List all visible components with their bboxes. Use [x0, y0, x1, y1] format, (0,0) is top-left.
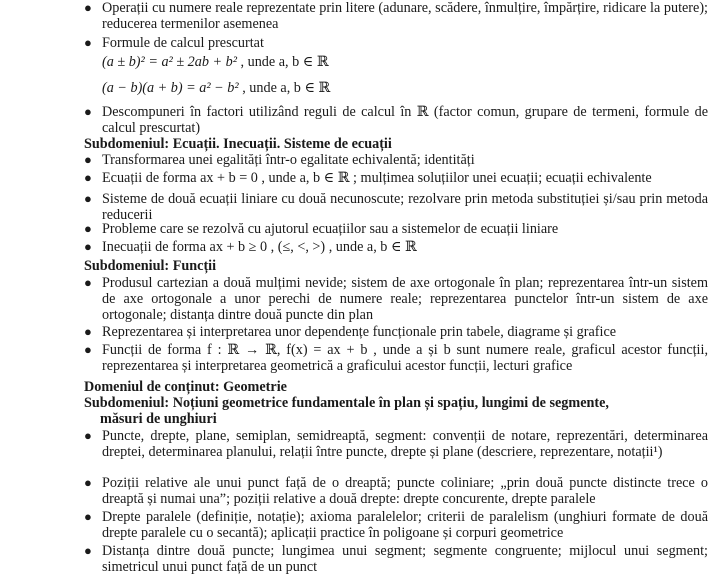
bullet-icon: ●	[84, 342, 92, 357]
bullet-icon: ●	[84, 324, 92, 339]
list-item	[84, 221, 708, 237]
list-item	[84, 191, 708, 223]
list-item-text: Produsul cartezian a două mulțimi nevide; sistem de axe ortogonale în plan; reprezentarea într-un sistem de axe ortogonale a unor perechi de numere reale; reprezentarea punctelor într-un sistem de axe ortogonale; distanța dintre două puncte din plan	[102, 275, 708, 323]
list-item	[84, 239, 708, 255]
list-item-text: Puncte, drepte, plane, semiplan, semidreaptă, segment: convenții de notare, reprezentări, determinarea dreptei, determinarea planului, relații între puncte, drepte și plane (descriere, reprezentare, notații¹)	[102, 428, 708, 460]
list-item	[84, 170, 708, 186]
list-item-text: Formule de calcul prescurtat	[102, 35, 264, 51]
list-item	[84, 0, 708, 32]
list-item-text: Distanța dintre două puncte; lungimea unui segment; segmente congruente; mijlocul unui segment; simetricul unui punct față de un punct	[102, 543, 708, 575]
section-heading: Subdomeniul: Noțiuni geometrice fundamentale în plan și spațiu, lungimi de segmente,	[84, 395, 609, 411]
bullet-icon: ●	[84, 221, 92, 236]
list-item-text: Sisteme de două ecuații liniare cu două necunoscute; rezolvare prin metoda substituției și/sau prin metoda reducerii	[102, 191, 708, 223]
bullet-icon: ●	[84, 275, 92, 290]
bullet-icon: ●	[84, 543, 92, 558]
list-item-text: Descompuneri în factori utilizând reguli de calcul în ℝ (factor comun, grupare de termeni, formule de calcul prescurtat)	[102, 104, 708, 136]
formula	[102, 54, 329, 70]
list-item	[84, 509, 708, 541]
bullet-icon: ●	[84, 239, 92, 254]
bullet-icon: ●	[84, 475, 92, 490]
bullet-icon: ●	[84, 191, 92, 206]
list-item	[84, 324, 708, 340]
formula-condition: , unde a, b ∈ ℝ	[242, 80, 331, 96]
bullet-icon: ●	[84, 104, 92, 119]
list-item-text: Inecuații de forma ax + b ≥ 0 , (≤, <, >) , unde a, b ∈ ℝ	[102, 239, 417, 255]
formula-expression: (a − b)(a + b) = a² − b²	[102, 80, 239, 96]
list-item-text: Operații cu numere reale reprezentate prin litere (adunare, scădere, înmulțire, împărțire, ridicare la putere); reducerea termenilor asemenea	[102, 0, 708, 32]
list-item	[84, 104, 708, 136]
section-heading: Subdomeniul: Ecuații. Inecuații. Sisteme de ecuații	[84, 136, 392, 152]
formula-condition: , unde a, b ∈ ℝ	[240, 54, 329, 70]
list-item	[84, 475, 708, 507]
bullet-icon: ●	[84, 0, 92, 15]
list-item	[84, 543, 708, 575]
section-heading: Subdomeniul: Funcții	[84, 258, 217, 274]
list-item-text: Reprezentarea și interpretarea unor dependențe funcționale prin tabele, diagrame și grafice	[102, 324, 617, 340]
bullet-icon: ●	[84, 152, 92, 167]
list-item-text: Transformarea unei egalități într-o egalitate echivalentă; identități	[102, 152, 475, 168]
list-item	[84, 342, 708, 374]
bullet-icon: ●	[84, 170, 92, 185]
domain-heading: Domeniul de conținut: Geometrie	[84, 379, 287, 395]
list-item-text: Probleme care se rezolvă cu ajutorul ecuațiilor sau a sistemelor de ecuații liniare	[102, 221, 559, 237]
list-item-text: Drepte paralele (definiție, notație); axioma paralelelor; criterii de paralelism (unghiuri formate de două drepte paralele cu o secantă); aplicații practice în poligoane și corpuri geometrice	[102, 509, 708, 541]
list-item	[84, 428, 708, 460]
bullet-icon: ●	[84, 428, 92, 443]
list-item	[84, 35, 708, 51]
formula	[102, 80, 330, 96]
list-item-text: Poziții relative ale unui punct față de o dreaptă; puncte coliniare; „prin două puncte distincte trece o dreaptă și numai una”; poziții relative a două drepte: drepte concurente, drepte paralele	[102, 475, 708, 507]
bullet-icon: ●	[84, 35, 92, 50]
list-item-text: Ecuații de forma ax + b = 0 , unde a, b ∈ ℝ ; mulțimea soluțiilor unei ecuații; ecuații echivalente	[102, 170, 652, 186]
section-heading-continued: măsuri de unghiuri	[100, 411, 217, 427]
list-item-text: Funcții de forma f : ℝ → ℝ, f(x) = ax + b , unde a și b sunt numere reale, graficul acestor funcții, reprezentarea și interpretarea geometrică a graficului acestor funcții, lecturi grafice	[102, 342, 708, 374]
list-item	[84, 152, 708, 168]
formula-expression: (a ± b)² = a² ± 2ab + b²	[102, 54, 237, 70]
bullet-icon: ●	[84, 509, 92, 524]
list-item	[84, 275, 708, 323]
